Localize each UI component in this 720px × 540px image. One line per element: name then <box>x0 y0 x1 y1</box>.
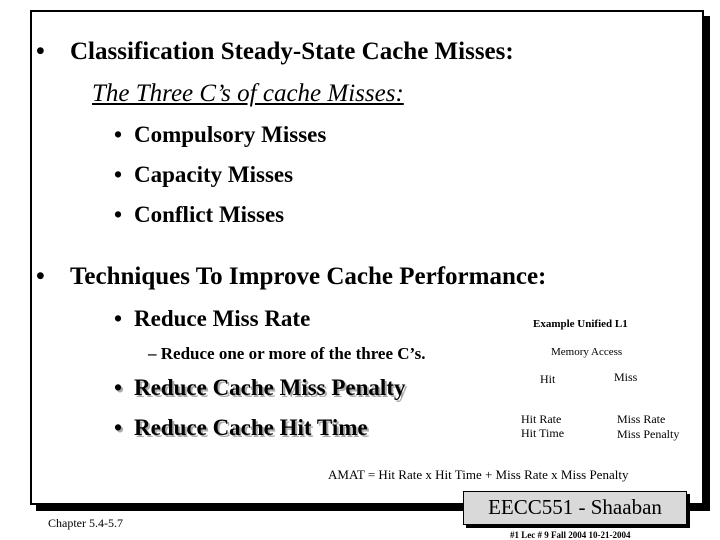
bullet-marker: • <box>114 122 123 147</box>
diagram-miss-rate: Miss Rate <box>617 412 666 426</box>
bullet-marker: • <box>114 162 123 187</box>
diagram-miss-penalty: Miss Penalty <box>617 427 680 441</box>
diagram-hit: Hit <box>540 372 556 386</box>
item-reduce-hit-time: Reduce Cache Hit Time <box>134 415 368 440</box>
item-reduce-miss-rate: Reduce Miss Rate <box>134 306 311 331</box>
course-label <box>463 491 687 525</box>
item-compulsory: Compulsory Misses <box>134 122 327 147</box>
bullet-classification: Classification Steady-State Cache Misses: <box>70 38 514 65</box>
chapter-label: Chapter 5.4-5.7 <box>48 516 123 530</box>
course-brand: EECC551 - Shaaban <box>488 495 662 519</box>
bullet-marker: • <box>114 202 123 227</box>
diagram-hit-rate: Hit Rate <box>521 412 562 426</box>
diagram-hit-time: Hit Time <box>521 426 565 440</box>
amat-formula: AMAT = Hit Rate x Hit Time + Miss Rate x Miss Penalty <box>328 467 629 482</box>
item-reduce-three-cs: – Reduce one or more of the three C’s. <box>148 344 426 363</box>
lecture-info: #1 Lec # 9 Fall 2004 10-21-2004 <box>510 530 631 540</box>
diagram-miss: Miss <box>614 370 638 384</box>
bullet-marker: • <box>114 415 123 440</box>
three-cs-subtitle: The Three C’s of cache Misses: <box>92 80 404 107</box>
bullet-techniques: Techniques To Improve Cache Performance: <box>70 263 547 290</box>
item-conflict: Conflict Misses <box>134 202 285 227</box>
diagram-title: Example Unified L1 <box>533 318 628 330</box>
frame-shadow-right <box>704 16 710 507</box>
bullet-marker: • <box>114 306 123 331</box>
bullet-marker: • <box>36 38 45 65</box>
item-reduce-miss-penalty: Reduce Cache Miss Penalty <box>134 375 406 400</box>
bullet-marker: • <box>114 375 123 400</box>
item-capacity: Capacity Misses <box>134 162 294 187</box>
bullet-marker: • <box>36 263 45 290</box>
diagram-memory-access: Memory Access <box>551 346 623 358</box>
